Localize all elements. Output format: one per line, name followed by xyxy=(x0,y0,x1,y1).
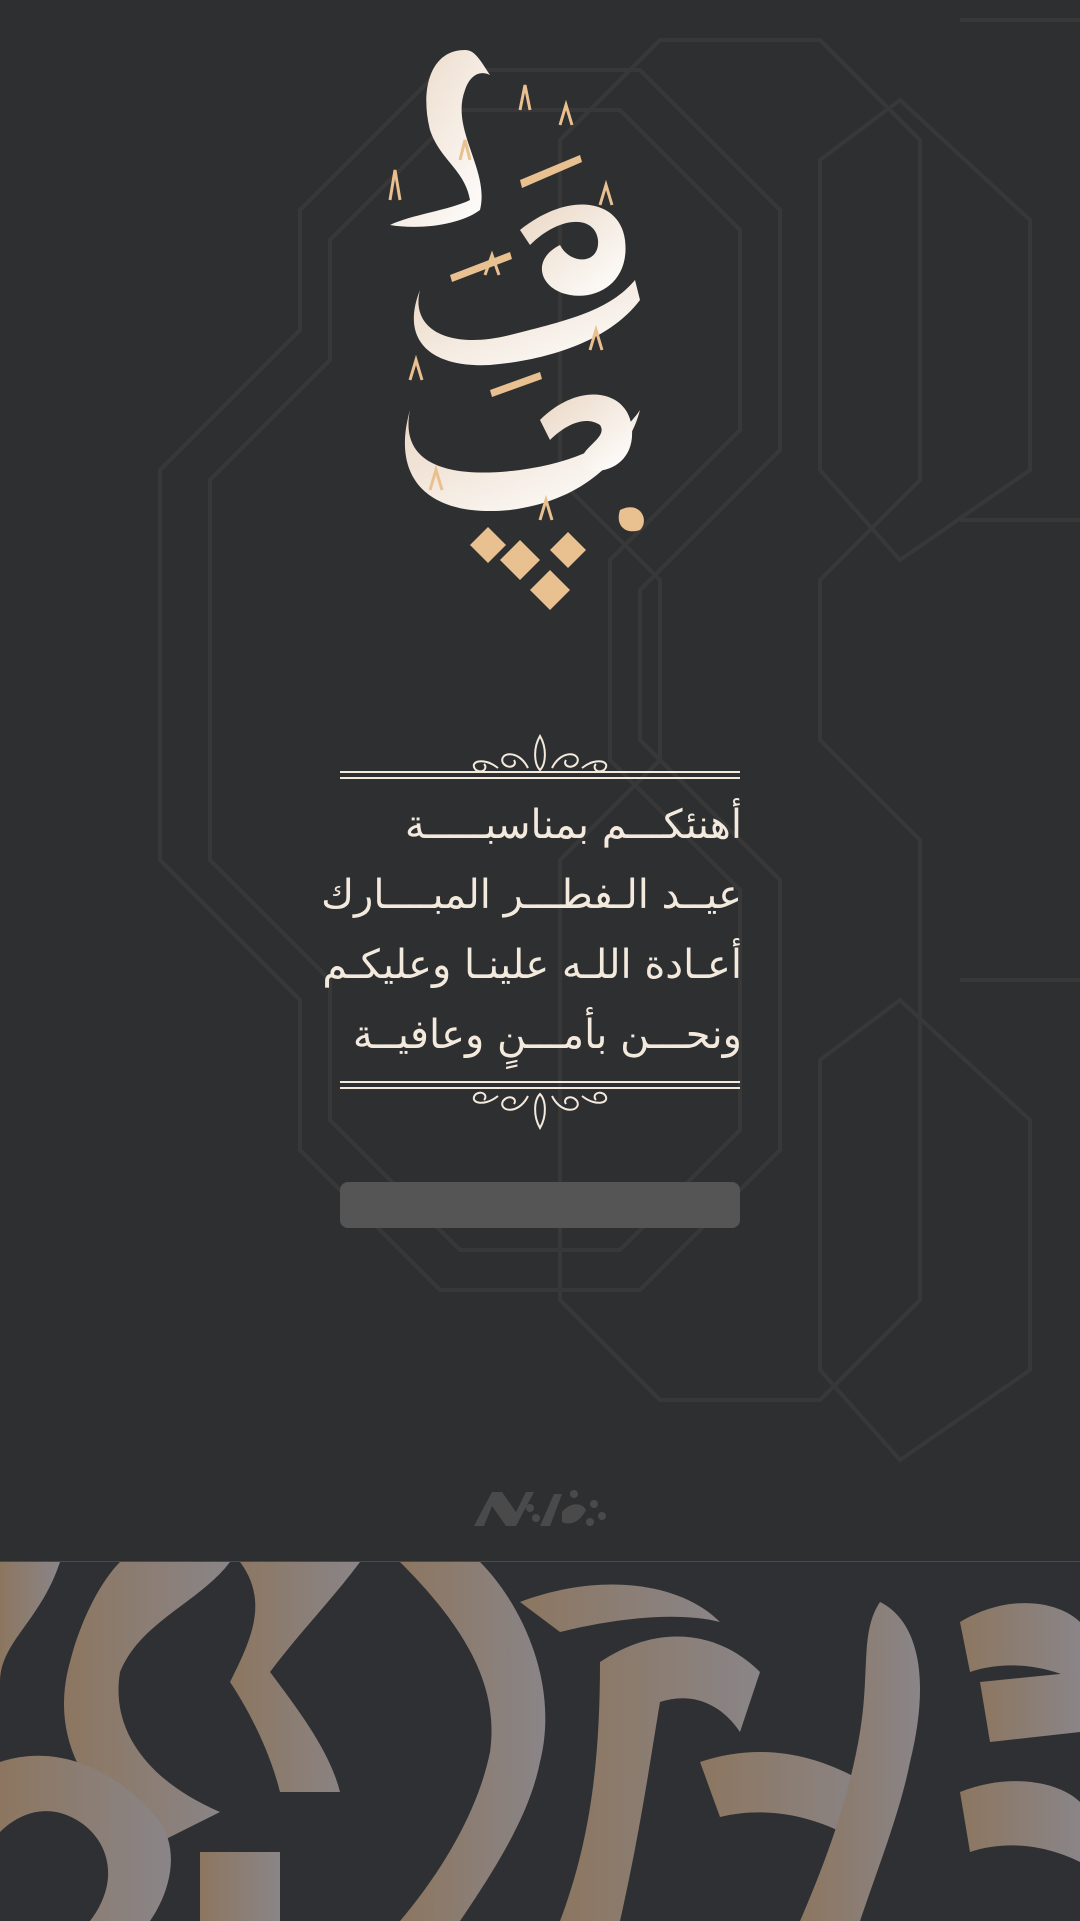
greeting-line-4: ونحـــن بأمـــنٍ وعافيــة xyxy=(352,1012,742,1058)
greeting-text xyxy=(321,790,742,1070)
greeting-line-2: عيــد الـفطـــر المبــــارك xyxy=(321,872,742,918)
ornament-divider-icon xyxy=(338,728,742,782)
eid-calligraphy-logo xyxy=(370,30,710,650)
name-input[interactable] xyxy=(340,1182,740,1228)
greeting-line-1: أهنئكـــم بمناسبـــــة xyxy=(404,802,742,848)
greeting-line-3: أعـادة اللـه علينـا وعليكـم xyxy=(322,942,742,988)
ornament-divider-icon xyxy=(338,1076,742,1136)
brand-logo-icon xyxy=(470,1482,610,1530)
calligraphy-band xyxy=(0,1561,1080,1921)
